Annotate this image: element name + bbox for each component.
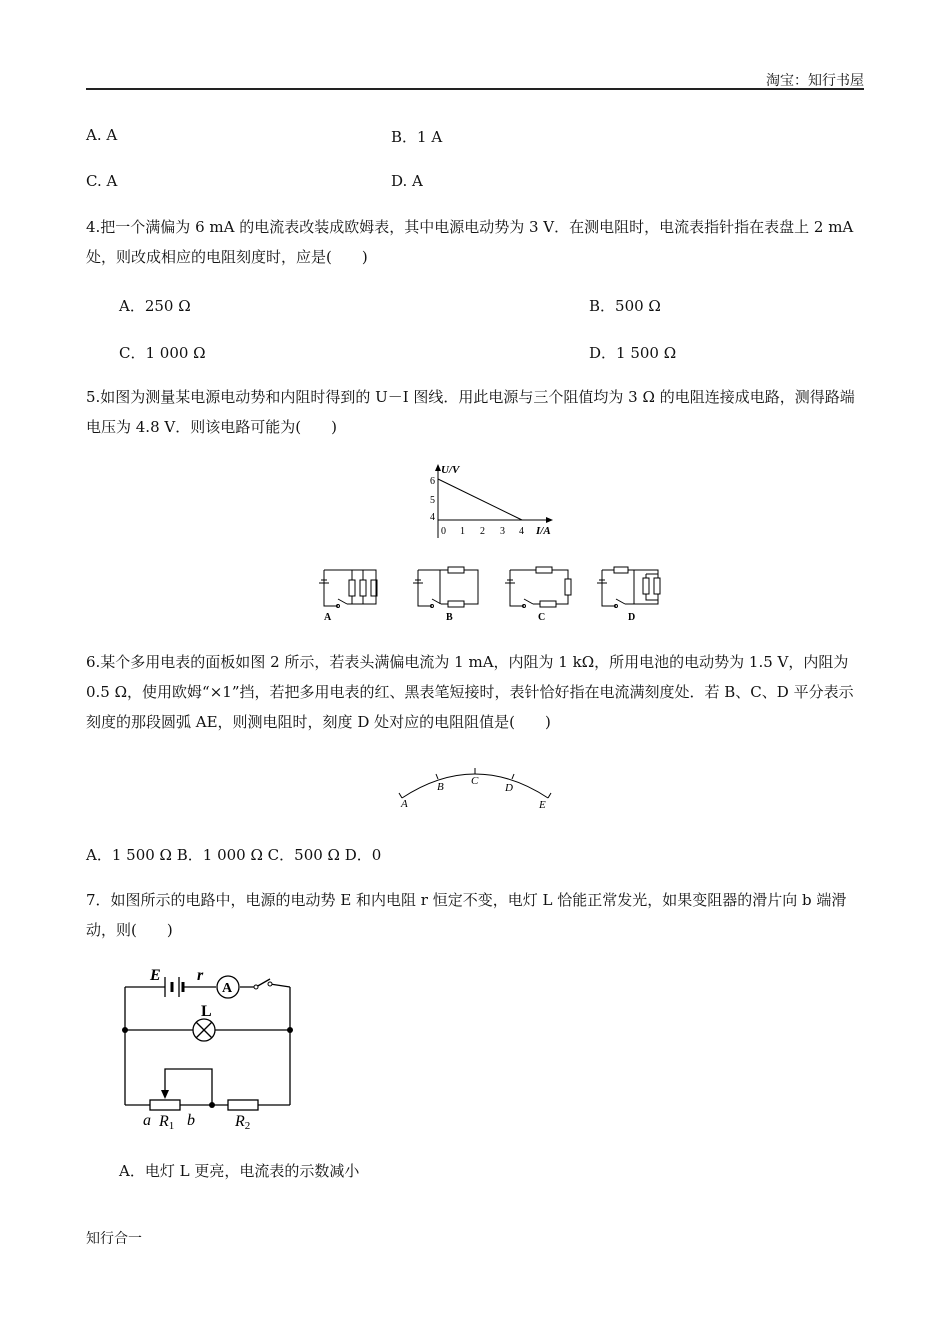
slider-arrow-icon — [161, 1090, 169, 1099]
junction-left — [122, 1027, 128, 1033]
q6-stem: 6.某个多用电表的面板如图 2 所示，若表头满偏电流为 1 mA，内阻为 1 kΩ，所用电池的电动势为 1.5 V，内阻为 0.5 Ω，使用欧姆“×1”挡，若把多用电表的红、黑表笔短接时，表针恰好指在电流满刻度处．若 B、C、D 平分表示刻度的那段圆弧 AE，则测电阻时，刻度 D 处对应的电阻阻值是( ) — [86, 653, 854, 731]
ui-line — [438, 479, 522, 520]
tick-d — [512, 774, 514, 779]
header-brand: 淘宝：知行书屋 — [766, 73, 864, 89]
x-axis-arrow-icon — [546, 517, 553, 523]
circuit-a — [319, 570, 377, 608]
end-a-label: a — [143, 1112, 151, 1129]
header-rule — [86, 88, 864, 90]
q7-stem: 7．如图所示的电路中，电源的电动势 E 和内电阻 r 恒定不变，电灯 L 恰能正常发光，如果变阻器的滑片向 b 端滑动，则( ) — [86, 891, 847, 939]
circuit-b — [413, 567, 478, 608]
q5-circuit-options — [316, 562, 666, 624]
circuit-label-a: A — [324, 612, 332, 623]
q5-stem: 5.如图为测量某电源电动势和内阻时得到的 U－I 图线．用此电源与三个阻值均为 3 Ω 的电阻连接成电路，测得路端电压为 4.8 V．则该电路可能为( ) — [86, 388, 855, 436]
q4-option-c: C．1 000 Ω — [119, 344, 206, 362]
footer-text: 知行合一 — [86, 1231, 142, 1247]
circuit-label-c: C — [538, 612, 546, 623]
q3-option-c: C. A — [86, 172, 118, 190]
q4-option-a: A．250 Ω — [119, 297, 191, 315]
circuit-label-b: B — [446, 612, 453, 623]
x-tick-1: 1 — [460, 526, 465, 537]
lamp-label: L — [201, 1003, 212, 1020]
junction-right — [287, 1027, 293, 1033]
x-tick-2: 2 — [480, 526, 485, 537]
end-b-label: b — [187, 1112, 195, 1129]
q7-option-a: A．电灯 L 更亮，电流表的示数减小 — [119, 1162, 360, 1180]
switch-contact — [268, 982, 272, 986]
q4-stem: 4.把一个满偏为 6 mA 的电流表改装成欧姆表，其中电源电动势为 3 V．在测电阻时，电流表指针指在表盘上 2 mA 处，则改成相应的电阻刻度时，应是( ) — [86, 218, 854, 266]
x-axis-label: I/A — [536, 525, 551, 537]
x-tick-4: 4 — [519, 526, 524, 537]
circuit-d — [597, 567, 660, 608]
junction-bottom — [209, 1102, 215, 1108]
switch-pivot — [254, 985, 258, 989]
q3-option-b: B．1 A — [391, 128, 443, 146]
q5-ui-graph — [410, 462, 560, 542]
tick-b — [436, 774, 438, 779]
q4-option-d: D．1 500 Ω — [589, 344, 677, 362]
tick-e — [548, 793, 551, 798]
circuit-c — [505, 567, 571, 608]
ammeter-label: A — [222, 981, 233, 996]
q4-option-b: B．500 Ω — [589, 297, 661, 315]
y-tick-5: 5 — [430, 495, 435, 506]
arc-label-a: A — [401, 798, 408, 810]
r2-label: R2 — [235, 1113, 251, 1132]
r1-label: R1 — [159, 1113, 175, 1132]
resistor-r2 — [228, 1100, 258, 1110]
x-tick-0: 0 — [441, 526, 446, 537]
arc-label-b: B — [437, 781, 444, 793]
y-tick-6: 6 — [430, 476, 435, 487]
y-tick-4: 4 — [430, 512, 435, 523]
y-axis-label: U/V — [441, 464, 460, 476]
internal-resistance-label: r — [197, 967, 204, 984]
q3-option-d: D. A — [391, 172, 423, 190]
arc-label-c: C — [471, 775, 479, 787]
arc-label-d: D — [505, 782, 513, 794]
q6-options: A．1 500 Ω B．1 000 Ω C．500 Ω D．0 — [86, 846, 382, 864]
arc-label-e: E — [539, 799, 546, 811]
q3-option-a: A. A — [86, 126, 118, 144]
top-wire — [125, 984, 290, 987]
circuit-label-d: D — [628, 612, 636, 623]
q6-meter-arc — [390, 760, 560, 815]
rheostat-r1 — [150, 1100, 180, 1110]
x-tick-3: 3 — [500, 526, 505, 537]
emf-label: E — [150, 967, 161, 984]
q7-circuit-diagram — [115, 962, 305, 1132]
